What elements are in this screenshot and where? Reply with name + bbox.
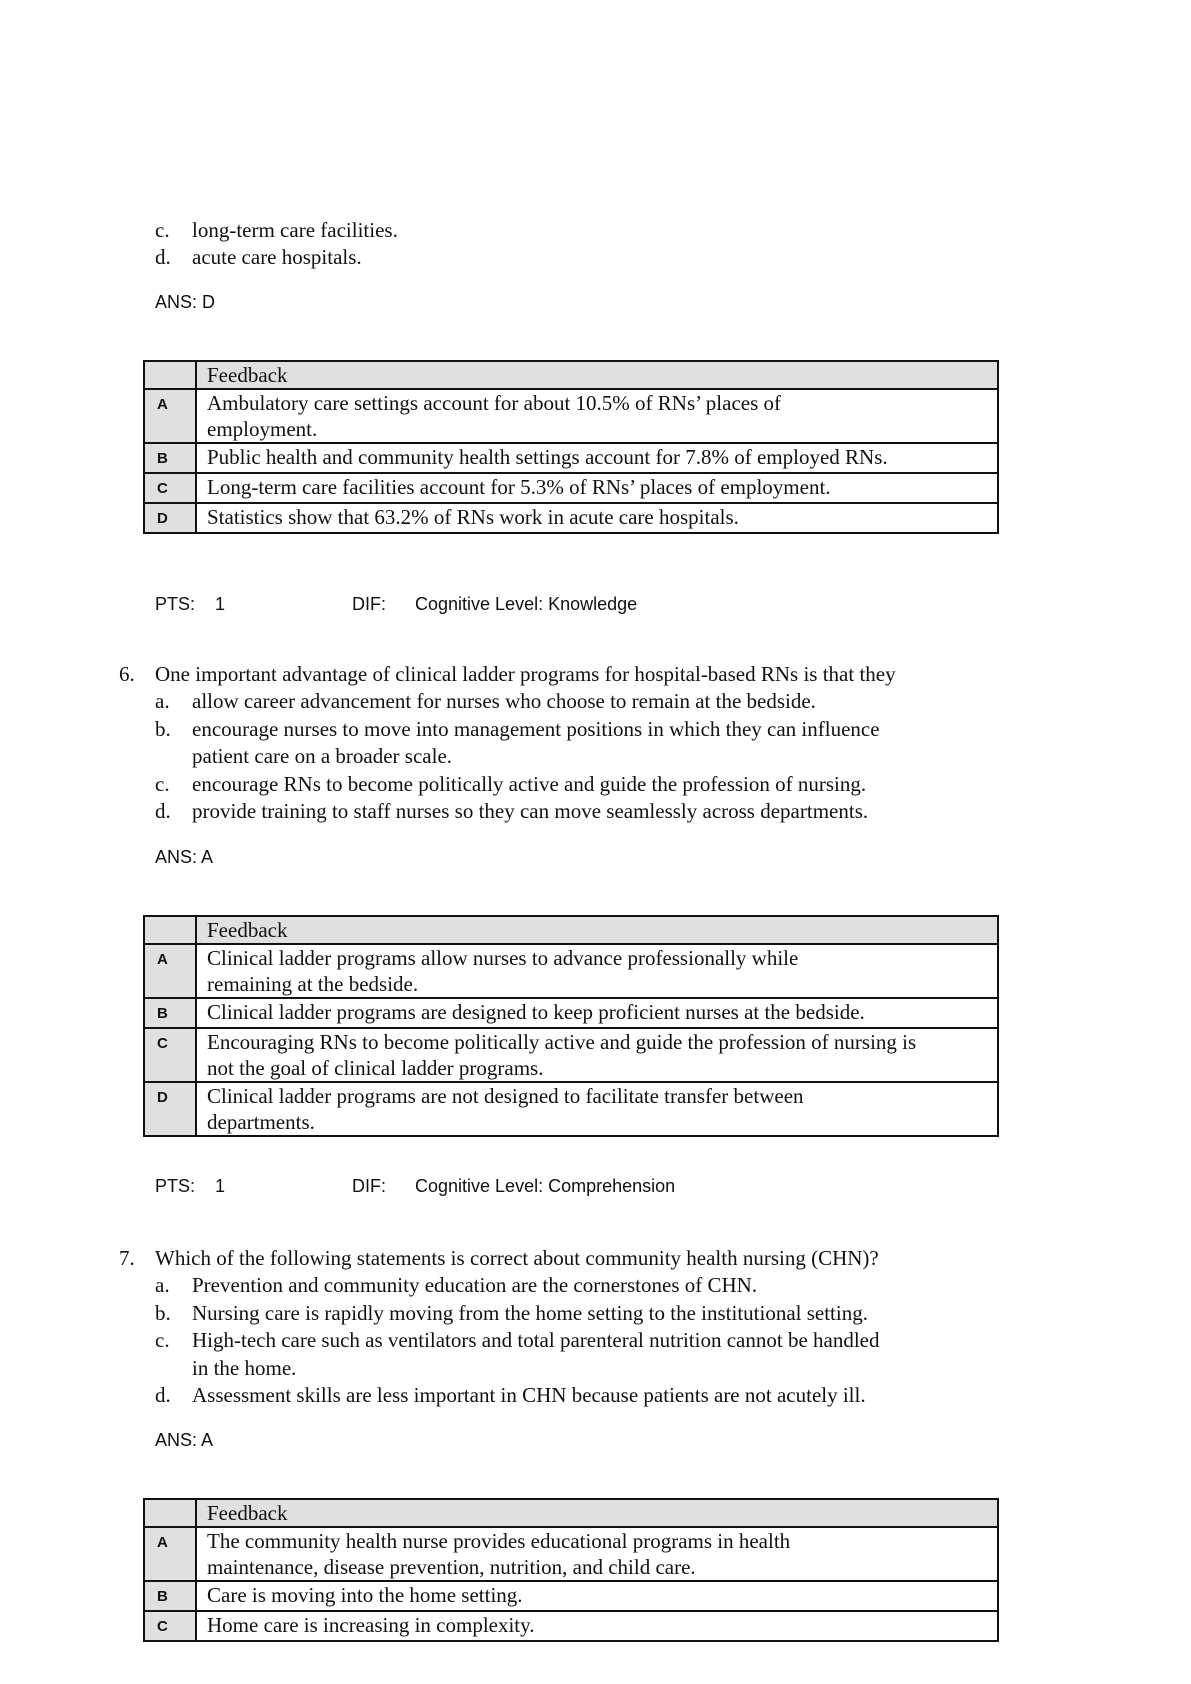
option-d: d. Assessment skills are less important in CHN because patients are not acutely ill. — [155, 1383, 866, 1407]
answer: ANS: A — [155, 847, 214, 867]
feedback-row: D Statistics show that 63.2% of RNs work in acute care hospitals. — [144, 503, 998, 533]
option-c-continued: in the home. — [192, 1356, 297, 1380]
option-c: c. encourage RNs to become politically active and guide the profession of nursing. — [155, 772, 867, 796]
feedback-row: D Clinical ladder programs are not designed to facilitate transfer between departments. — [144, 1082, 998, 1136]
option-a: a. allow career advancement for nurses who choose to remain at the bedside. — [155, 689, 816, 713]
option-b-continued: patient care on a broader scale. — [192, 744, 453, 768]
feedback-row: C Encouraging RNs to become politically active and guide the profession of nursing is not the goal of clinical ladder programs. — [144, 1028, 998, 1082]
feedback-row: B Care is moving into the home setting. — [144, 1581, 998, 1611]
feedback-header: Feedback — [196, 916, 998, 944]
option-d: d. provide training to staff nurses so they can move seamlessly across departments. — [155, 799, 869, 823]
answer: ANS: D — [155, 292, 216, 312]
option-d: d. acute care hospitals. — [155, 245, 362, 269]
feedback-row: C Home care is increasing in complexity. — [144, 1611, 998, 1641]
question-stem: 6. One important advantage of clinical ladder programs for hospital-based RNs is that they — [119, 662, 896, 686]
feedback-table — [143, 360, 999, 534]
feedback-row: A The community health nurse provides educational programs in health maintenance, disease prevention, nutrition, and child care. — [144, 1527, 998, 1581]
option-b: b. encourage nurses to move into management positions in which they can influence — [155, 717, 880, 741]
option-c: c. long-term care facilities. — [155, 218, 398, 242]
feedback-row: C Long-term care facilities account for 5.3% of RNs’ places of employment. — [144, 473, 998, 503]
option-a: a. Prevention and community education are the cornerstones of CHN. — [155, 1273, 758, 1297]
option-b: b. Nursing care is rapidly moving from the home setting to the institutional setting. — [155, 1301, 868, 1325]
feedback-row: A Clinical ladder programs allow nurses to advance professionally while remaining at the bedside. — [144, 944, 998, 998]
feedback-table — [143, 915, 999, 1137]
question-stem: 7. Which of the following statements is correct about community health nursing (CHN)? — [119, 1246, 879, 1270]
answer: ANS: A — [155, 1430, 214, 1450]
feedback-row: B Clinical ladder programs are designed to keep proficient nurses at the bedside. — [144, 998, 998, 1028]
feedback-header: Feedback — [196, 1499, 998, 1527]
feedback-row: B Public health and community health settings account for 7.8% of employed RNs. — [144, 443, 998, 473]
feedback-row: A Ambulatory care settings account for about 10.5% of RNs’ places of employment. — [144, 389, 998, 443]
option-c: c. High-tech care such as ventilators and total parenteral nutrition cannot be handled — [155, 1328, 880, 1352]
feedback-table — [143, 1498, 999, 1642]
feedback-header: Feedback — [196, 361, 998, 389]
